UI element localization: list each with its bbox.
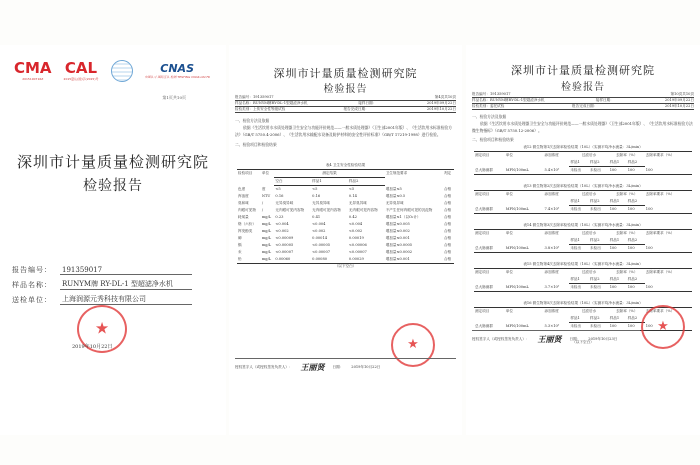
table-row xyxy=(237,200,454,207)
table-cell: 100 xyxy=(627,167,645,175)
col-header: 样品1 xyxy=(569,198,589,206)
col-header: 添加浓度 xyxy=(544,230,570,245)
table-cell: 镉 xyxy=(238,242,242,247)
col-header: 测定项目 xyxy=(474,269,505,284)
col-header: 样品2 xyxy=(589,237,609,245)
field-submitter xyxy=(12,290,192,305)
col-header: 测定项目 xyxy=(474,152,505,167)
table-cell: <0.004 xyxy=(312,221,326,226)
receive-date: 2019年09月22日 xyxy=(664,98,694,102)
report-number: 报告编号：191359017 xyxy=(235,95,274,99)
table-cell: 砷 xyxy=(238,235,242,240)
institute-title: 深圳市计量质量检测研究院 xyxy=(16,153,209,171)
accreditation-logos xyxy=(14,60,210,82)
table-cell: 总大肠菌群 xyxy=(474,245,505,253)
table-cell: mg/L xyxy=(261,249,272,254)
table-cell: 合格 xyxy=(443,242,452,247)
page-number: 第4页共10页 xyxy=(434,95,456,99)
table-cell: 100 xyxy=(627,323,645,331)
completion-date-label: 报告完成日期： xyxy=(572,104,598,108)
col-header: 去除率要求（%） xyxy=(645,152,692,167)
table-cell: <5 xyxy=(348,187,355,191)
section-heading: 二、检验项目和检验结果 xyxy=(235,142,277,147)
col-header: 样品2 xyxy=(627,315,645,323)
col-header: 样品1 xyxy=(609,276,627,284)
col-header: 过滤后水 xyxy=(569,152,608,160)
removal-rate-table xyxy=(474,262,692,292)
table-cell: 5.3×10⁵ xyxy=(544,323,570,331)
field-label: 报告编号： xyxy=(12,266,52,274)
report-fields xyxy=(12,260,192,305)
table-cell: <0.00005 xyxy=(275,242,294,247)
table-cell: 合格 xyxy=(443,228,452,233)
table-caption: 表13 微生物第2次去除率检验结果（10L）（实测平均净水流量：3L/min） xyxy=(523,184,643,188)
section-text: 依据《生活饮用水水质处理器卫生安全与功能评价规范——一般水质处理器》（卫生部2001年版）、《生活饮用水标准检验方法》（GB/T 5750.4-2006）、《生活饮用水输配水设备及防护材料的安全性评价标准》（GB/T 17219-1998）进行检验。 xyxy=(235,125,452,137)
table-cell: 0.00080 xyxy=(311,256,348,264)
table-cell: 增加量≤0.5 xyxy=(385,193,406,198)
table-row xyxy=(237,207,454,214)
table-row xyxy=(237,193,454,200)
col-header: 样品1 xyxy=(609,159,627,167)
table-cell: mg/L xyxy=(261,221,272,226)
table-cell: 臭和味 xyxy=(238,200,249,205)
table-cell: 无异臭异味 xyxy=(312,200,331,205)
field-value: 191359017 xyxy=(60,266,192,275)
test-category: 检验类别：委托试验 xyxy=(472,104,505,108)
col-header: 样品1 xyxy=(609,315,627,323)
col-header: 样品2 xyxy=(627,198,645,206)
receive-date-label: 接样日期： xyxy=(358,101,377,105)
removal-rate-table xyxy=(474,223,692,253)
table-cell: 未检出 xyxy=(589,206,609,214)
report-date: 2019年10月22日 xyxy=(72,344,113,350)
report-page-microbial xyxy=(466,45,700,435)
table-cell: 挥发酚类 xyxy=(238,228,253,233)
table-cell: 0.00014 xyxy=(312,235,328,240)
completion-date: 2019年10月22日 xyxy=(664,104,694,108)
table-cell: 0.00019 xyxy=(348,235,364,240)
col-header: 去除率要求（%） xyxy=(645,191,692,206)
col-header: 样品1 xyxy=(311,178,348,186)
col-header: 去除率（%） xyxy=(609,308,645,316)
table-cell: 5.4×10⁵ xyxy=(544,167,570,175)
table-cell: 未检出 xyxy=(569,245,589,253)
date-label: 日期： xyxy=(569,337,581,341)
table-caption: 表12 微生物第1次去除率检验结果（10L）（实测平均净水流量：3L/min） xyxy=(523,145,643,149)
table-cell: / xyxy=(261,207,264,212)
table-cell: <0.00005 xyxy=(312,242,331,247)
table-cell: 增加量≤0.002 xyxy=(385,228,410,233)
col-header: 样品2 xyxy=(348,178,385,186)
table-cell: <5 xyxy=(312,187,318,191)
section-text: 依据《生活饮用水水质处理器卫生安全与功能评价规范——一般水质处理器》（卫生部2001年版）、《生活饮用水标准检验方法 微生物指标》（GB/T 5750.12-2006）。 xyxy=(472,121,693,133)
table-cell: 0.16 xyxy=(275,193,284,198)
table-cell: 100 xyxy=(645,206,692,214)
col-header: 去除率（%） xyxy=(609,230,645,238)
table-cell: 无肉眼可见内容物 xyxy=(348,207,378,212)
col-header: 空白 xyxy=(274,178,311,186)
table-row xyxy=(474,284,692,292)
table-cell: 合格 xyxy=(443,256,454,264)
table-cell: 合格 xyxy=(443,207,452,212)
table-cell: 100 xyxy=(609,167,627,175)
report-page-safety xyxy=(229,45,462,435)
table-cell: 未检出 xyxy=(569,323,589,331)
table-cell: 0.14 xyxy=(348,193,357,198)
table-cell: 7.4×10⁵ xyxy=(544,206,570,214)
table-cell: 铅 xyxy=(237,256,261,264)
table-cell: 合格 xyxy=(443,186,452,191)
col-header: 样品1 xyxy=(569,159,589,167)
col-header: 添加浓度 xyxy=(544,269,570,284)
table-cell: 无肉眼可见内容物 xyxy=(275,207,305,212)
sample-name: 样品名称：RUNYM牌RY-DL-1型超滤净水机 xyxy=(235,101,308,105)
table-cell: 0.42 xyxy=(348,214,357,219)
official-seal-stamp xyxy=(641,305,685,349)
sign-date: 2019年10月23日 xyxy=(588,337,618,341)
table-cell: 未检出 xyxy=(589,323,609,331)
col-header: 添加浓度 xyxy=(544,152,570,167)
table-cell: 100 xyxy=(609,323,627,331)
col-header: 样品2 xyxy=(589,198,609,206)
table-cell: 总大肠菌群 xyxy=(474,206,505,214)
table-cell: mg/L xyxy=(261,228,272,233)
table-cell: 无异臭异味 xyxy=(385,200,404,205)
blank-note: （以下空白） xyxy=(572,340,594,344)
field-label: 样品名称： xyxy=(12,281,52,289)
col-header: 添加浓度 xyxy=(544,191,570,206)
field-report-number xyxy=(12,260,192,275)
col-header: 单位 xyxy=(505,191,544,206)
col-header: 样品2 xyxy=(589,276,609,284)
table-row xyxy=(237,228,454,235)
col-header: 去除率要求（%） xyxy=(645,230,692,245)
col-header: 过滤后水 xyxy=(569,230,608,238)
table-cell: 100 xyxy=(609,206,627,214)
table-cell: <0.00007 xyxy=(312,249,331,254)
completion-date: 2019年10月22日 xyxy=(426,107,456,111)
table-cell: 总大肠菌群 xyxy=(474,323,505,331)
cnas-logo: CNAS 中国认可 国际互认 检测 TESTING CNAS L0176 xyxy=(144,62,210,79)
table-cell: 合格 xyxy=(443,200,452,205)
table-cell: <0.004 xyxy=(275,221,289,226)
table-cell: 无肉眼可见内容物 xyxy=(312,207,341,212)
institute-title: 深圳市计量质量检测研究院 xyxy=(511,64,655,77)
col-header: 判定 xyxy=(443,170,454,186)
table-cell: 100 xyxy=(609,245,627,253)
table-cell: 色度 xyxy=(238,186,246,191)
table-cell: <0.002 xyxy=(348,228,363,233)
page-number: 第1页共10页 xyxy=(162,95,186,100)
col-header: 检验项目 xyxy=(237,170,261,186)
ilac-globe-icon xyxy=(111,60,133,82)
table-row xyxy=(237,256,454,264)
table-cell: mg/L xyxy=(261,256,275,264)
table-row xyxy=(474,167,692,175)
table-cell: <0.00009 xyxy=(275,235,294,240)
table-cell: 增加量≤0.0002 xyxy=(385,249,413,254)
institute-title: 深圳市计量质量检测研究院 xyxy=(273,67,418,80)
table-cell: mg/L xyxy=(261,214,272,219)
table-cell: 未检出 xyxy=(589,167,609,175)
table-cell: 100 xyxy=(609,284,627,292)
col-header: 单位 xyxy=(505,269,544,284)
table-cell: 0.00029 xyxy=(348,256,385,264)
table-cell: 无异臭异味 xyxy=(348,200,367,205)
safety-results-table xyxy=(237,163,454,269)
col-header: 样品2 xyxy=(589,159,609,167)
date-label: 日期： xyxy=(332,365,344,369)
col-header: 去除率要求（%） xyxy=(645,269,692,284)
table-row xyxy=(237,186,454,193)
table-cell: 0.23 xyxy=(275,214,284,219)
table-cell: 100 xyxy=(645,323,692,331)
col-header: 样品1 xyxy=(569,237,589,245)
table-caption: 表14 微生物第3次去除率检验结果（10L）（实测平均净水流量：3L/min） xyxy=(523,223,643,227)
field-sample-name xyxy=(12,275,192,290)
table-cell: MPN/100mL xyxy=(505,245,544,253)
col-header: 卫生规范要求 xyxy=(385,170,443,186)
table-cell: 100 xyxy=(645,245,692,253)
table-cell: 耗氧量 xyxy=(238,214,249,219)
col-header: 样品1 xyxy=(609,198,627,206)
table-row xyxy=(474,245,692,253)
col-header: 去除率（%） xyxy=(609,269,645,277)
report-title: 检验报告 xyxy=(83,178,143,194)
table-row xyxy=(237,249,454,256)
col-header: 单位 xyxy=(261,170,275,186)
table-cell: 汞 xyxy=(238,249,242,254)
table-cell: 增加量≤0.001 xyxy=(385,235,410,240)
table-cell: 100 xyxy=(645,284,692,292)
table-cell: 100 xyxy=(645,167,692,175)
table-cell: <0.00006 xyxy=(348,242,367,247)
col-header: 样品2 xyxy=(589,315,609,323)
table-cell: 肉眼可见物 xyxy=(238,207,256,212)
table-cell: <0.00007 xyxy=(275,249,294,254)
receive-date-label: 接样日期： xyxy=(595,98,614,102)
table-cell: / xyxy=(261,200,264,205)
report-header xyxy=(235,95,456,113)
table-cell: MPN/100mL xyxy=(505,167,544,175)
method-section xyxy=(235,117,456,148)
signature: 王丽贤 xyxy=(300,362,325,372)
table-caption: 表4 卫生安全性检验结果 xyxy=(325,163,366,167)
col-header: 样品2 xyxy=(627,237,645,245)
table-cell: 合格 xyxy=(443,235,452,240)
table-row xyxy=(474,206,692,214)
table-cell: 0.16 xyxy=(312,193,321,198)
col-header: 样品2 xyxy=(627,276,645,284)
table-cell: 0.00060 xyxy=(274,256,311,264)
col-header: 测定项目 xyxy=(474,191,505,206)
col-header: 样品1 xyxy=(569,276,589,284)
report-header xyxy=(472,92,694,110)
field-value: RUNYM牌 RY-DL-1 型超滤净水机 xyxy=(60,279,192,290)
table-cell: 无异臭异味 xyxy=(275,200,294,205)
cma-logo: CMA 2015190716Z xyxy=(14,59,52,81)
section-heading: 二、检验项目和检验结果 xyxy=(472,137,514,142)
receive-date: 2019年09月22日 xyxy=(426,101,456,105)
table-row xyxy=(237,214,454,221)
table-cell: 合格 xyxy=(443,193,452,198)
field-label: 送检单位： xyxy=(12,296,52,304)
table-cell: 0.41 xyxy=(312,214,321,219)
table-cell: 铬（六价） xyxy=(238,221,256,226)
table-cell: 增加量≤1（以O₂计） xyxy=(385,214,421,219)
table-cell: 100 xyxy=(627,284,645,292)
signer-label: 授权签字人（或授权签发负责人）： xyxy=(235,365,293,369)
col-header: 去除率要求（%） xyxy=(645,308,692,323)
table-cell: MPN/100mL xyxy=(505,206,544,214)
test-category: 检验类别：上传安全性等级试验 xyxy=(235,107,286,111)
table-cell: 未检出 xyxy=(569,284,589,292)
col-header: 测定项目 xyxy=(474,230,505,245)
table-cell: 100 xyxy=(627,206,645,214)
col-header: 添加浓度 xyxy=(544,308,570,323)
sample-name: 样品名称：RUNYM牌RY-DL-1型超滤净水机 xyxy=(472,98,545,102)
col-header: 样品2 xyxy=(627,159,645,167)
table-cell: MPN/100mL xyxy=(505,323,544,331)
table-cell: 增加量≤0.0005 xyxy=(385,242,413,247)
col-header: 去除率（%） xyxy=(609,191,645,199)
signature-line xyxy=(235,358,456,373)
col-header: 测定结果 xyxy=(274,170,384,178)
table-cell: 未检出 xyxy=(589,245,609,253)
col-header: 单位 xyxy=(505,230,544,245)
page-number: 第10页共10页 xyxy=(670,92,694,96)
table-cell: <0.002 xyxy=(312,228,326,233)
table-row xyxy=(237,235,454,242)
col-header: 单位 xyxy=(505,308,544,323)
table-cell: 增加量≤0.005 xyxy=(385,221,410,226)
method-section xyxy=(472,113,694,143)
table-cell: 合格 xyxy=(443,249,452,254)
report-number: 报告编号：191359017 xyxy=(472,92,511,96)
signer-label: 授权签字人（或授权签发负责人）： xyxy=(472,337,530,341)
table-cell: 未检出 xyxy=(589,284,609,292)
col-header: 过滤后水 xyxy=(569,269,608,277)
table-cell: <0.00007 xyxy=(348,249,367,254)
table-cell: mg/L xyxy=(261,242,272,247)
table-cell: <0.004 xyxy=(348,221,363,226)
sign-date: 2019年10月22日 xyxy=(351,365,381,369)
table-cell: NTU xyxy=(261,193,271,198)
section-heading: 一、检验方法及依据 xyxy=(235,118,270,123)
table-cell: 增加量≤0.001 xyxy=(385,256,443,264)
report-cover-page xyxy=(0,45,226,435)
signature: 王丽贤 xyxy=(537,334,562,344)
table-cell: MPN/100mL xyxy=(505,284,544,292)
col-header: 单位 xyxy=(505,152,544,167)
table-caption: 表15 微生物第4次去除率检验结果（10L）（实测平均净水流量：3L/min） xyxy=(523,262,643,266)
table-caption: 表16 微生物第5次去除率检验结果（10L）（实测平均净水流量：3L/min） xyxy=(523,301,643,305)
cal-logo: CAL 2015量认(国)字(2015)号 xyxy=(63,59,99,81)
table-cell: 未检出 xyxy=(569,206,589,214)
blank-note: （以下空白） xyxy=(334,263,357,268)
table-cell: 度 xyxy=(261,186,266,191)
col-header: 去除率（%） xyxy=(609,152,645,160)
report-title: 检验报告 xyxy=(561,82,605,93)
table-cell: 3.7×10⁵ xyxy=(544,284,570,292)
report-title: 检验报告 xyxy=(323,84,368,95)
table-cell: 100 xyxy=(627,245,645,253)
table-row xyxy=(237,242,454,249)
table-cell: 总大肠菌群 xyxy=(474,167,505,175)
removal-rate-table xyxy=(474,184,692,214)
table-cell: 增加量≤5 xyxy=(385,186,402,191)
table-cell: 合格 xyxy=(443,214,452,219)
col-header: 过滤后水 xyxy=(569,308,608,316)
table-cell: 浑浊度 xyxy=(238,193,249,198)
table-cell: 未检出 xyxy=(569,167,589,175)
table-cell: 总大肠菌群 xyxy=(474,284,505,292)
col-header: 样品1 xyxy=(569,315,589,323)
table-cell: 不产生任何肉眼可见的沉淀物 xyxy=(385,207,433,212)
table-row xyxy=(237,221,454,228)
table-cell: 合格 xyxy=(443,221,452,226)
field-value: 上海润源元秀科技有限公司 xyxy=(60,294,192,305)
removal-rate-table xyxy=(474,145,692,175)
signature-line xyxy=(472,330,640,345)
table-cell: <0.002 xyxy=(275,228,289,233)
table-cell: <5 xyxy=(275,187,281,191)
completion-date-label: 报告完成日期： xyxy=(343,107,369,111)
col-header: 过滤后水 xyxy=(569,191,608,199)
col-header: 测定项目 xyxy=(474,308,505,323)
table-cell: mg/L xyxy=(261,235,272,240)
section-heading: 一、检验方法及依据 xyxy=(472,114,507,119)
table-cell: 3.8×10⁵ xyxy=(544,245,570,253)
col-header: 样品1 xyxy=(609,237,627,245)
